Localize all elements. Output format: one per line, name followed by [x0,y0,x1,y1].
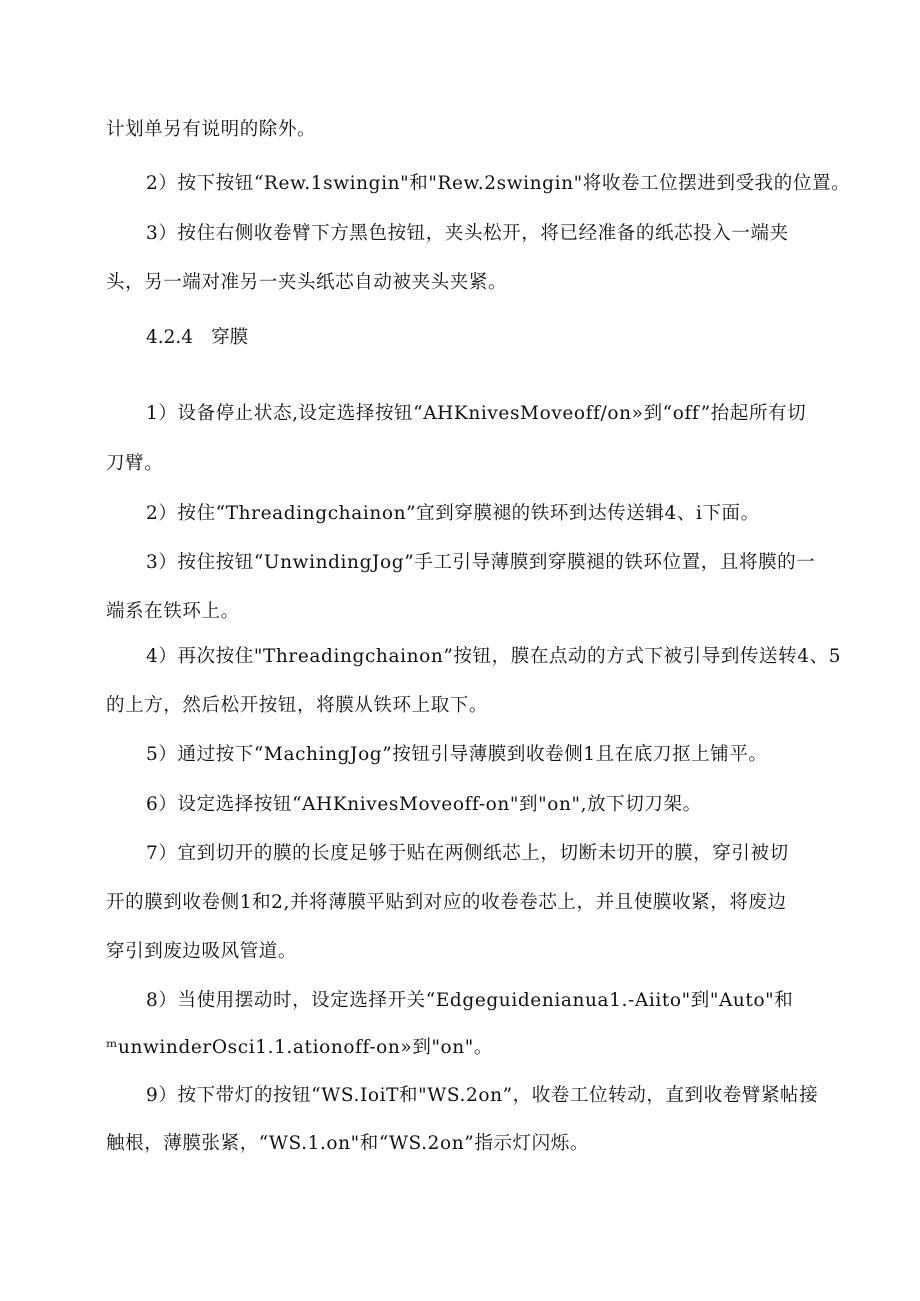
paragraph-line: 7）宜到切开的膜的长度足够于贴在两侧纸芯上，切断未切开的膜，穿引被切 [146,843,789,864]
paragraph-line: 计划单另有说明的除外。 [106,119,317,140]
paragraph-line: 的上方，然后松开按钮，将膜从铁环上取下。 [106,695,489,716]
paragraph-line: 1）设备停止状态,设定选择按钮“AHKnivesMoveoff/on»到“off”抬起所有切 [146,403,807,424]
paragraph-line: 头，另一端对准另一夹头纸芯自动被夹头夹紧。 [106,272,508,293]
paragraph-line: 2）按下按钮“Rew.1swingin"和"Rew.2swingin"将收卷工位摆进到受我的位置。 [146,173,851,194]
paragraph-line: 9）按下带灯的按钮“WS.IoiT和"WS.2on”，收卷工位转动，直到收卷臂紧帖接 [146,1085,819,1106]
paragraph-line: ᵐunwinderOsci1.1.ationoff-on»到"on"。 [106,1037,494,1058]
paragraph-line: 刀臂。 [106,453,164,474]
paragraph-line: 触根，薄膜张紧，“WS.1.on"和“WS.2on”指示灯闪烁。 [106,1133,589,1154]
section-number: 4.2.4 [146,327,194,348]
paragraph-line: 端系在铁环上。 [106,601,240,622]
section-title: 穿膜 [211,327,249,348]
paragraph-line: 穿引到废边吸风管道。 [106,941,298,962]
paragraph-line: 8）当使用摆动时，设定选择开关“Edgeguidenianua1.-Aiito"到"Auto"和 [146,990,794,1011]
paragraph-line: 3）按住右侧收卷臂下方黑色按钮，夹头松开，将已经准备的纸芯投入一端夹 [146,223,789,244]
paragraph-line: 5）通过按下“MachingJog”按钮引导薄膜到收卷侧1且在底刀抠上铺平。 [146,744,768,765]
paragraph-line: 6）设定选择按钮“AHKnivesMoveoff-on"到"on",放下切刀架。 [146,794,702,815]
paragraph-line: 2）按住“Threadingchainon”宜到穿膜褪的铁环到达传送辑4、i下面。 [146,503,760,524]
section-heading [146,326,248,350]
paragraph-line: 3）按住按钮“UnwindingJog”手工引导薄膜到穿膜褪的铁环位置，且将膜的一 [146,552,816,573]
paragraph-line: 4）再次按住"Threadingchainon”按钮，膜在点动的方式下被引导到传送转4、5 [146,646,842,667]
paragraph-line: 开的膜到收卷侧1和2,并将薄膜平贴到对应的收卷卷芯上，并且使膜收紧，将废边 [106,892,787,913]
